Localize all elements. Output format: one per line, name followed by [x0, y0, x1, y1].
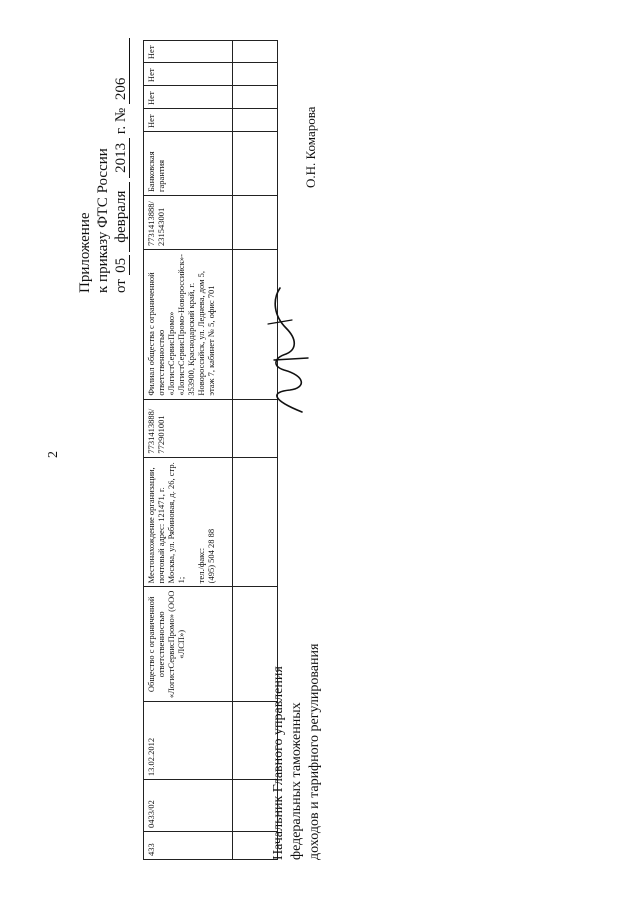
cell-flag-1: Нет — [144, 109, 233, 132]
cell-branch: Филиал общества с ограниченной ответственностью «ЛогистСервисПромо» «ЛогистСервисПромо-Новороссийск»- 353900, Краснодарский край, г. Новороссийск, ул. Леднева, дом 5, этаж 7, кабинет № 5, офис 701 — [144, 249, 233, 399]
appendix-number-sign: № — [113, 107, 129, 123]
address-label: Местонахождение организации, почтовый адрес: — [146, 467, 166, 584]
page-number: 2 — [46, 451, 61, 458]
appendix-year: 2013 — [113, 138, 130, 178]
registry-table — [143, 40, 278, 860]
cell-org-name: Общество с ограниченной ответственностью «ЛогистСервисПромо» (ООО «ЛСП») — [144, 587, 233, 702]
cell-date: 13.02.2012 — [144, 702, 233, 780]
cell-inn-kpp: 7731413888/ 772901001 — [144, 399, 233, 457]
appendix-from: от — [113, 279, 129, 293]
appendix-title: Приложение — [77, 212, 93, 293]
position-line-3: доходов и тарифного регулирования — [307, 643, 322, 860]
position-line-1: Начальник Главного управления — [271, 666, 286, 860]
cell-flag-3: Нет — [144, 63, 233, 86]
appendix-day: 05 — [113, 255, 130, 275]
cell-address — [144, 457, 233, 587]
appendix-number: 206 — [113, 38, 130, 104]
appendix-month: февраля — [113, 182, 130, 252]
cell-index: 433 — [144, 832, 233, 860]
address-value: 121471, г. Москва, ул. Рябиновая, д. 26, стр. 1; — [156, 462, 186, 584]
appendix-order-ref: к приказу ФТС России — [95, 148, 111, 293]
cell-flag-2: Нет — [144, 86, 233, 109]
phone-value: (495) 504 28 88 — [206, 528, 216, 584]
handwritten-signature — [262, 280, 312, 420]
cell-branch-inn-kpp: 7731413888/ 231543001 — [144, 195, 233, 249]
cell-guarantee: Банковская гарантия — [144, 132, 233, 196]
position-line-2: федеральных таможенных — [289, 702, 304, 860]
cell-reg-number: 0433/02 — [144, 780, 233, 832]
table-row — [144, 41, 233, 860]
phone-label: тел./факс: — [196, 547, 206, 584]
appendix-header — [76, 38, 130, 293]
signer-name: О.Н. Комарова — [303, 106, 318, 188]
appendix-date-line — [112, 38, 130, 293]
cell-flag-4: Нет — [144, 41, 233, 63]
signatory-position — [270, 644, 324, 860]
appendix-g: г. — [113, 125, 129, 135]
